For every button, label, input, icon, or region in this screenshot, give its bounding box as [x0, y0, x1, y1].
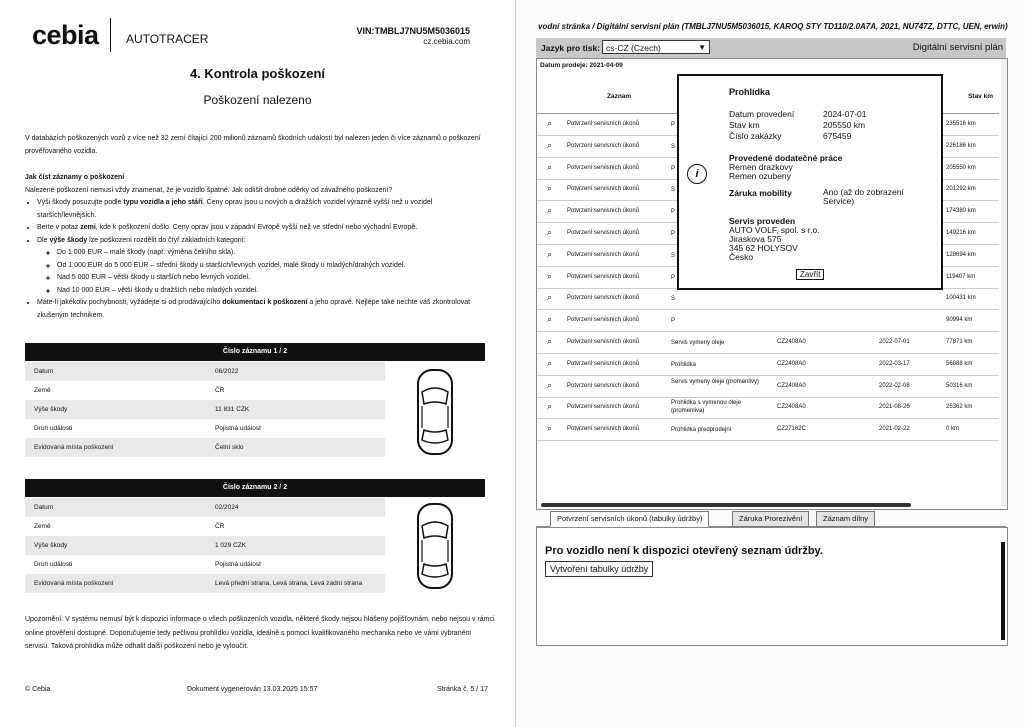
magnifier-icon[interactable]: ⌕	[547, 139, 553, 150]
row-km: 100431 km	[946, 295, 976, 302]
row-km: 119407 km	[946, 273, 976, 280]
howto-title: Jak číst záznamy o poškození	[25, 174, 125, 181]
table-row[interactable]	[537, 419, 999, 441]
window-title: vodní stránka / Digitální servisní plán (TMBLJ7NU5M5036015, KAROQ STY TD110/2.0A7A, 2021, NU747Z, DTTC, UEN, erwin)	[538, 22, 1008, 31]
magnifier-icon[interactable]: ⌕	[547, 423, 553, 434]
row-type: Potvrzení servisních úkonů	[567, 164, 640, 171]
row-operation: Prohlidka	[671, 361, 697, 368]
tab-service-confirmations[interactable]: Potvrzení servisních úkonů (tabulky údržby)	[550, 511, 709, 527]
warning-note: Upozornění: V systému nemusí být k dispozici informace o všech poškozeních vozidla, některé škody nejsou hlášeny pojišťovnám, nebo nejsou v rámci online prověření dostupné. Doporučujeme tedy pečlivou prohlídku vozidla, ideálně s pomocí kvalifikovaného mechanika nebo ve vámi vybraném servisu. Taková prohlídka může odhalit další poškození nebo je vyloučit.	[25, 616, 495, 650]
service-address: Jiraskova 575	[729, 234, 782, 244]
cebia-logo: cebia	[32, 20, 99, 50]
product-name: AUTOTRACER	[126, 32, 209, 46]
row-type: Potvrzení servisních úkonů	[567, 382, 640, 389]
row-km: 56088 km	[946, 360, 973, 367]
date-value: 2024-07-01	[823, 109, 867, 119]
row-operation: S	[671, 252, 676, 259]
row-date: 2022-02-08	[879, 382, 910, 389]
row-km: 226186 km	[946, 142, 976, 149]
section-subtitle: Poškození nalezeno	[203, 93, 312, 107]
row-type: Potvrzení servisních úkonů	[567, 404, 640, 411]
row-order: CZ27162C	[777, 426, 807, 433]
record-row: Země ČR	[34, 387, 225, 394]
magnifier-icon[interactable]: ⌕	[547, 118, 553, 128]
service-table-frame	[536, 58, 1008, 510]
record-row: Evidovaná místa poškození Levá přední strana, Levá strana, Levá zadní strana	[25, 574, 385, 593]
service-address: AUTO VOLF, spol. s r.o.	[729, 225, 820, 235]
maintenance-pane	[536, 527, 1008, 646]
km-label: Stav km	[729, 120, 760, 130]
record-row: Druh události Pojistná událost	[34, 561, 261, 568]
magnifier-icon[interactable]: ⌕	[547, 183, 553, 194]
row-km: 205550 km	[946, 164, 976, 171]
work-item: Remen ozubeny	[729, 171, 791, 181]
row-order: CZ2408A0	[777, 382, 806, 389]
footer-page: Stránka č. 5 / 17	[437, 686, 488, 693]
row-operation: P	[671, 231, 676, 237]
row-operation: S	[671, 187, 676, 194]
record-2-header: Číslo záznamu 2 / 2	[25, 479, 485, 497]
intro-paragraph: V databázích poškozených vozů z více než 32 zemí čítající 200 milionů záznamů škodních událostí byl nalezen jeden či více záznamů o poškození prověřovaného vozidla.	[25, 135, 481, 155]
record-row: Výše škody 11 831 CZK	[25, 400, 385, 419]
magnifier-icon[interactable]: ⌕	[547, 357, 553, 368]
row-type: Potvrzení servisních úkonů	[567, 251, 640, 258]
magnifier-icon[interactable]: ⌕	[547, 292, 553, 303]
car-diagram-icon	[410, 366, 460, 458]
service-address: Česko	[729, 252, 754, 262]
language-bar	[536, 38, 1006, 58]
language-label: Jazyk pro tisk:	[541, 43, 601, 53]
row-type: Potvrzení servisních úkonů	[567, 230, 640, 236]
record-row: Druh události Pojistná událost	[34, 425, 261, 432]
table-row[interactable]	[537, 332, 999, 354]
row-operation: P	[671, 165, 676, 172]
language-select[interactable]: cs-CZ (Czech) ▼	[602, 40, 710, 54]
row-type: Potvrzení servisních úkonů	[567, 426, 640, 433]
row-type: Potvrzení servisních úkonů	[567, 295, 640, 302]
magnifier-icon[interactable]: ⌕	[547, 161, 553, 172]
row-type: Potvrzení servisních úkonů	[567, 317, 640, 324]
service-address: 345 62 HOLYSOV	[729, 243, 798, 253]
row-operation: Servis vymeny oleje (promenlivy)	[671, 378, 760, 385]
work-item: Remen drazkovy	[729, 162, 793, 172]
row-type: Potvrzení servisních úkonů	[567, 142, 640, 149]
table-row[interactable]	[537, 397, 999, 419]
info-icon: i	[687, 164, 707, 184]
row-km: 201292 km	[946, 186, 976, 193]
row-km: 77871 km	[946, 339, 973, 345]
record-1-header: Číslo záznamu 1 / 2	[25, 343, 485, 361]
howto-text: Nalezené poškození nemusí vždy znamenat, že je vozidlo špatné. Jak odlišit drobné oděrky od závažného poškození?	[25, 186, 393, 194]
howto-list	[25, 197, 490, 322]
tab-corrosion-warranty[interactable]: Záruka Prorezivění	[732, 511, 809, 527]
site-label: cz.cebia.com	[423, 37, 470, 46]
dsp-title: Digitální servisní plán	[912, 42, 1003, 53]
horizontal-scrollbar[interactable]	[541, 503, 911, 507]
footer-copyright: © Cebia	[25, 686, 51, 693]
row-date: 2022-07-01	[879, 339, 910, 345]
row-km: 235516 km	[946, 121, 976, 127]
tab-workshop-record[interactable]: Záznam dílny	[816, 511, 875, 527]
section-title: 4. Kontrola poškození	[189, 66, 326, 81]
row-km: 25362 km	[946, 404, 973, 411]
table-row[interactable]	[537, 288, 999, 310]
list-item: ◦ Od 1 000 EUR do 5 000 EUR – střední škody u starších/levných vozidel, malé škody u mladých/drahých vozidel.	[57, 260, 490, 273]
row-operation: S	[671, 296, 676, 303]
row-date: 2021-02-22	[879, 426, 910, 433]
list-item: • Dle výše škody lze poškození rozdělit do čtyř základních kategorií: ◦ Do 1 000 EUR – malé škody (např. výměna čelního skla). ◦ Od 1 000 EUR do 5 000 EUR – střední škody u starších/levných vozidel, malé škody u mladých/drahých vozidel. ◦ Nad 5 000 EUR – větší škody u starších nebo levných vozidel. ◦ Nad 10 000 EUR – větší škody u dražších nebo mladých vozidel.	[37, 235, 490, 298]
row-km: 50316 km	[946, 382, 973, 389]
row-operation: P	[671, 209, 676, 216]
mobility-value: Ano (až do zobrazení Service)	[823, 187, 904, 206]
row-operation: P	[671, 122, 676, 128]
row-km: 128694 km	[946, 251, 976, 258]
magnifier-icon[interactable]: ⌕	[547, 336, 553, 346]
service-plan-page	[515, 0, 1025, 727]
row-km: 0 km	[946, 426, 960, 433]
works-title: Provedené dodatečné práce	[729, 153, 843, 163]
magnifier-icon[interactable]: ⌕	[547, 401, 553, 412]
service-title: Servis proveden	[729, 216, 796, 226]
row-order: CZ2408A0	[777, 339, 806, 345]
dialog-title: Prohlídka	[729, 87, 771, 97]
magnifier-icon[interactable]: ⌕	[547, 270, 553, 281]
date-label: Datum provedení	[729, 109, 795, 119]
howto-block	[25, 172, 490, 322]
logo-divider	[110, 18, 111, 52]
row-km: 90994 km	[946, 317, 973, 324]
record-row: Evidovaná místa poškození Čelní sklo	[25, 438, 385, 457]
list-item: ◦ Nad 5 000 EUR – větší škody u starších nebo levných vozidel.	[57, 272, 490, 285]
col-km: Stav km	[968, 93, 993, 100]
row-type: Potvrzení servisních úkonů	[567, 273, 640, 280]
magnifier-icon[interactable]: ⌕	[547, 379, 553, 390]
row-operation: Prohlidka predprodejni	[671, 427, 732, 434]
record-row: Země ČR	[34, 523, 225, 530]
pane-scrollbar[interactable]	[1001, 542, 1005, 640]
list-item: ◦ Nad 10 000 EUR – větší škody u dražších nebo mladých vozidel.	[57, 285, 490, 298]
list-item: ◦ Do 1 000 EUR – malé škody (např. výměna čelního skla).	[57, 247, 490, 260]
damage-categories	[37, 247, 490, 297]
row-km: 174380 km	[946, 208, 976, 215]
list-item: • Máte-li jakékoliv pochybnosti, vyžádejte si od prodávajícího dokumentaci k poškození a jeho opravě. Nejlépe také nechte váš zkontrolovat zkušeným technikem.	[37, 297, 490, 322]
close-button[interactable]: Zavřít	[796, 269, 824, 280]
list-item: • Výši škody posuzujte podle typu vozidla a jeho stáří. Ceny oprav jsou u nových a dražších vozidel výrazně vyšší než u vozidel starších/levnějších.	[37, 197, 490, 222]
row-type: Potvrzení servisních úkonů	[567, 121, 640, 127]
magnifier-icon[interactable]: ⌕	[547, 248, 553, 259]
table-row[interactable]	[537, 310, 999, 332]
create-maintenance-table-button[interactable]: Vytvoření tabulky údržby	[545, 561, 653, 577]
magnifier-icon[interactable]: ⌕	[547, 314, 553, 325]
row-type: Potvrzení servisních úkonů	[567, 208, 640, 215]
row-operation: P	[671, 274, 676, 281]
row-order: CZ2408A0	[777, 404, 806, 411]
record-row: Výše škody 1 029 CZK	[25, 536, 385, 555]
magnifier-icon[interactable]: ⌕	[547, 205, 553, 216]
table-row[interactable]	[537, 354, 999, 376]
row-operation: Prohlidka s vymenou oleje (promenliva)	[671, 400, 742, 415]
tab-bar	[536, 510, 1006, 527]
car-diagram-icon	[410, 500, 460, 592]
order-label: Číslo zakázky	[729, 131, 782, 141]
inspection-dialog	[677, 74, 943, 290]
order-value: 675459	[823, 131, 852, 141]
footer-generated: Dokument vygenerován 13.03.2025 15:57	[187, 686, 318, 693]
vertical-scrollbar[interactable]	[1001, 59, 1007, 507]
row-type: Potvrzení servisních úkonů	[567, 186, 640, 193]
chevron-down-icon: ▼	[698, 43, 706, 52]
km-value: 205550 km	[823, 120, 866, 130]
record-row: Datum 06/2022	[25, 362, 385, 381]
row-date: 2022-03-17	[879, 360, 910, 367]
no-maintenance-message: Pro vozidlo není k dispozici otevřený seznam údržby.	[545, 545, 823, 557]
row-operation: P	[671, 318, 676, 325]
vin-label: VIN:TMBLJ7NU5M5036015	[356, 26, 470, 36]
mobility-label: Záruka mobility	[729, 188, 792, 198]
row-operation: S	[671, 143, 676, 150]
row-type: Potvrzení servisních úkonů	[567, 339, 640, 345]
table-row[interactable]	[537, 376, 999, 398]
record-row: Datum 02/2024	[25, 498, 385, 517]
list-item: • Berte v potaz zemi, kde k poškození došlo. Ceny oprav jsou v západní Evropě vyšší než ve střední nebo východní Evropě.	[37, 222, 490, 235]
sale-date: Datum prodeje: 2021-04-09	[540, 62, 623, 69]
row-operation: Servis vymeny oleje	[671, 340, 725, 346]
row-km: 149216 km	[946, 230, 976, 236]
magnifier-icon[interactable]: ⌕	[547, 227, 553, 237]
col-record: Záznam	[607, 93, 632, 100]
row-order: CZ2408A0	[777, 360, 806, 367]
row-date: 2021-08-26	[879, 404, 910, 411]
row-type: Potvrzení servisních úkonů	[567, 360, 640, 367]
